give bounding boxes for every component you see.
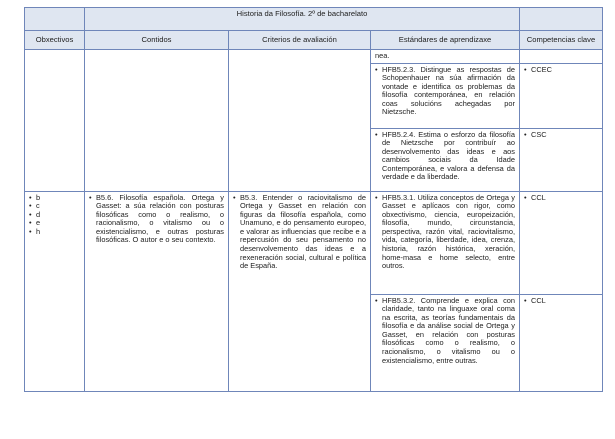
objectives-list: [29, 194, 80, 237]
standard-text: • HFB5.2.4. Estima o esforzo da filosofía de Nietzsche por contribuír ao desenvolvemento das ideas e aos cambios sociais da Idade Contemporánea, e valora a defensa da verdade e da liberdade.: [375, 131, 515, 182]
criterion-text: • B5.3. Entender o raciovitalismo de Ortega y Gasset en relación con figuras da filosofía española, como Unamuno, e do pensamento europeo, e valorar as influencias que recibe e a repercusión do seu pensamento no desenvolvemento das ideas e a rexeneración social, cultural e política de España.: [233, 194, 366, 271]
competence-cell: [520, 191, 603, 294]
competence-cell: [520, 128, 603, 191]
table-row: [25, 191, 603, 294]
contents-cell: [85, 50, 229, 192]
standard-text: • HFB5.3.2. Comprende e explica con claridade, tanto na linguaxe oral coma na escrita, as teorías fundamentais da filosofía e da análise social de Ortega y Gasset, en relación con posturas filosóficas como o realismo, o racionalismo, o vitalismo ou o existencialismo, entre outras.: [375, 297, 515, 366]
header-contents: Contidos: [85, 31, 229, 50]
header-competences: Competencias clave: [520, 31, 603, 50]
table-title: Historia da Filosofía. 2º de bacharelato: [85, 8, 520, 31]
standard-cell: [371, 294, 520, 391]
table-title-row: [25, 8, 603, 31]
standard-cell: [371, 63, 520, 128]
objectives-cell: [25, 191, 85, 391]
competence-cell: [520, 63, 603, 128]
competence-text: • CSC: [524, 131, 598, 140]
standard-text: • HFB5.2.3. Distingue as respostas de Schopenhauer na súa afirmación da vontade e identifica os problemas da filosofía contemporánea, en relación coas solucións achegadas por Nietzsche.: [375, 66, 515, 117]
curriculum-table: [24, 7, 603, 392]
header-standards: Estándares de aprendizaxe: [371, 31, 520, 50]
title-blank-cell: [25, 8, 85, 31]
competence-cell: [520, 50, 603, 64]
competence-cell: [520, 294, 603, 391]
standard-cell: [371, 50, 520, 64]
standard-cell: [371, 191, 520, 294]
content-text: • B5.6. Filosofía española. Ortega y Gasset: a súa relación con posturas filosóficas como o realismo, o racionalismo, o vitalismo ou o existencialismo, e outras posturas filosóficas. O autor e o seu contexto.: [89, 194, 224, 245]
objective-item: • c: [29, 202, 80, 211]
objective-item: • d: [29, 211, 80, 220]
header-criteria: Criterios de avaliación: [229, 31, 371, 50]
competence-text: • CCEC: [524, 66, 598, 75]
header-objectives: Obxectivos: [25, 31, 85, 50]
competence-text: • CCL: [524, 297, 598, 306]
standard-continuation-text: nea.: [375, 51, 390, 60]
standard-text: • HFB5.3.1. Utiliza conceptos de Ortega y Gasset e aplícaos con rigor, como obxectivismo, ciencia, europeización, filosofía, mundo, circunstancia, perspectiva, razón vital, raciovitalismo, vida, categoría, liberdade, idea, crenza, historia, razón histórica, xeración, home-masa e home selecto, entre outros.: [375, 194, 515, 271]
competence-text: • CCL: [524, 194, 598, 203]
column-header-row: [25, 31, 603, 50]
title-blank-cell: [520, 8, 603, 31]
criteria-cell: [229, 50, 371, 192]
contents-cell: [85, 191, 229, 391]
objective-item: • h: [29, 228, 80, 237]
objective-item: • b: [29, 194, 80, 203]
objective-item: • e: [29, 219, 80, 228]
criteria-cell: [229, 191, 371, 391]
curriculum-page: [24, 7, 602, 392]
objectives-cell: [25, 50, 85, 192]
table-row: [25, 50, 603, 64]
standard-cell: [371, 128, 520, 191]
